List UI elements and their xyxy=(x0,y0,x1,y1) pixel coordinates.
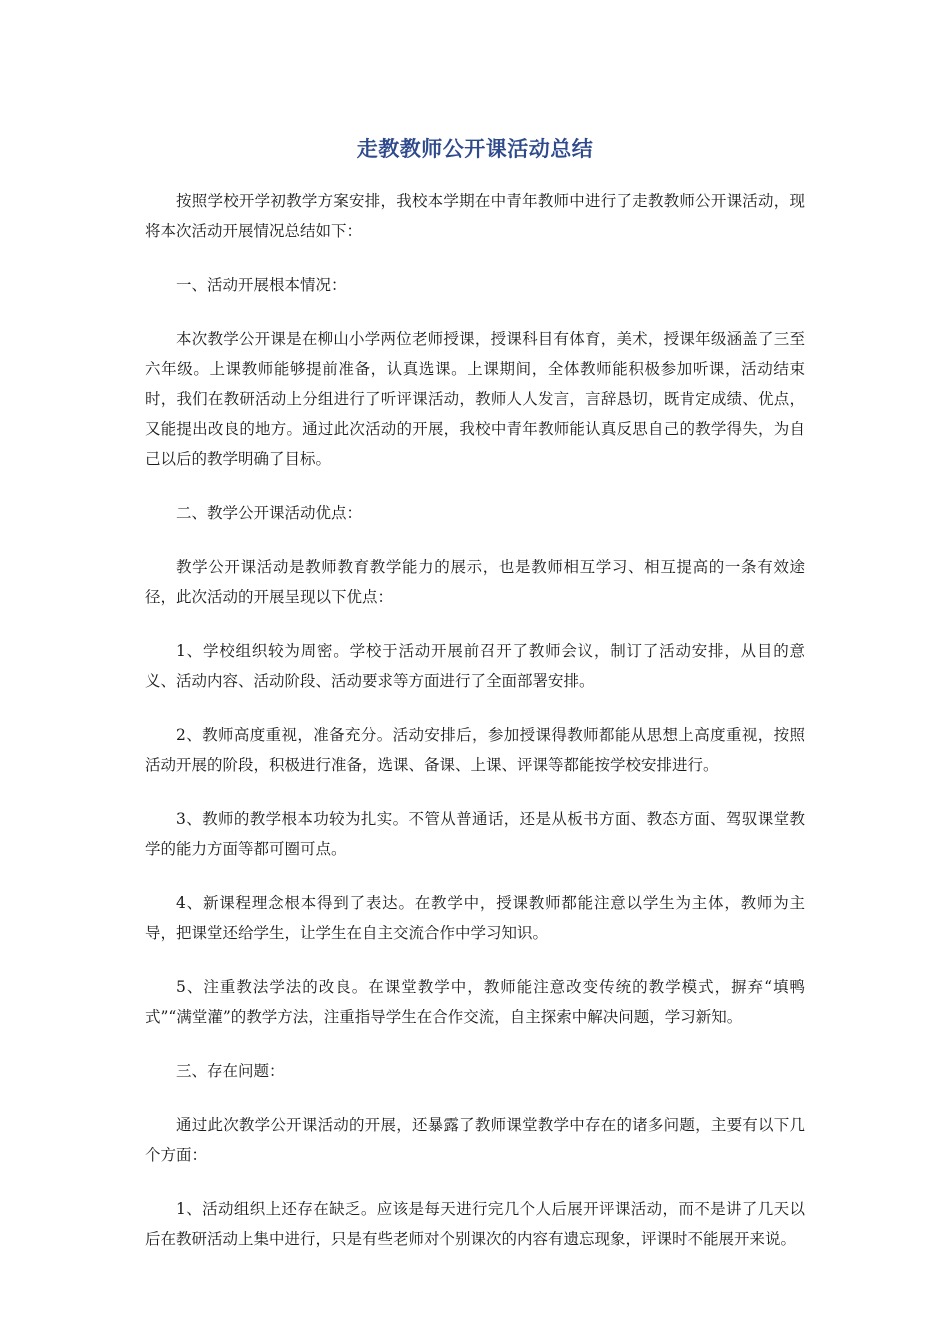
advantage-item-1: 1、学校组织较为周密。学校于活动开展前召开了教师会议，制订了活动安排，从目的意义、活动内容、活动阶段、活动要求等方面进行了全面部署安排。 xyxy=(145,642,805,690)
document-body xyxy=(145,186,805,1278)
document-title: 走教教师公开课活动总结 xyxy=(356,137,594,161)
problems-intro-paragraph: 通过此次教学公开课活动的开展，还暴露了教师课堂教学中存在的诸多问题，主要有以下几个方面： xyxy=(145,1116,805,1164)
section-heading-basic-situation: 一、活动开展根本情况： xyxy=(176,276,347,294)
basic-situation-paragraph: 本次教学公开课是在柳山小学两位老师授课，授课科目有体育，美术，授课年级涵盖了三至六年级。上课教师能够提前准备，认真选课。上课期间，全体教师能积极参加听课，活动结束时，我们在教研活动上分组进行了听评课活动，教师人人发言，言辞恳切，既肯定成绩、优点，又能提出改良的地方。通过此次活动的开展，我校中青年教师能认真反思自己的教学得失，为自己以后的教学明确了目标。 xyxy=(145,330,805,468)
advantage-item-5: 5、注重教法学法的改良。在课堂教学中，教师能注意改变传统的教学模式，摒弃“填鸭式”“满堂灌”的教学方法，注重指导学生在合作交流，自主探索中解决问题，学习新知。 xyxy=(145,978,805,1026)
intro-paragraph: 按照学校开学初教学方案安排，我校本学期在中青年教师中进行了走教教师公开课活动，现将本次活动开展情况总结如下： xyxy=(145,192,805,240)
problem-item-1: 1、活动组织上还存在缺乏。应该是每天进行完几个人后展开评课活动，而不是讲了几天以后在教研活动上集中进行，只是有些老师对个别课次的内容有遗忘现象，评课时不能展开来说。 xyxy=(145,1200,805,1248)
advantage-item-3: 3、教师的教学根本功较为扎实。不管从普通话，还是从板书方面、教态方面、驾驭课堂教学的能力方面等都可圈可点。 xyxy=(145,810,805,858)
section-heading-advantages: 二、教学公开课活动优点： xyxy=(176,504,363,522)
section-heading-problems: 三、存在问题： xyxy=(176,1062,285,1080)
advantages-intro-paragraph: 教学公开课活动是教师教育教学能力的展示，也是教师相互学习、相互提高的一条有效途径，此次活动的开展呈现以下优点： xyxy=(145,558,805,606)
advantage-item-2: 2、教师高度重视，准备充分。活动安排后，参加授课得教师都能从思想上高度重视，按照活动开展的阶段，积极进行准备，选课、备课、上课、评课等都能按学校安排进行。 xyxy=(145,726,805,774)
advantage-item-4: 4、新课程理念根本得到了表达。在教学中，授课教师都能注意以学生为主体，教师为主导，把课堂还给学生，让学生在自主交流合作中学习知识。 xyxy=(145,894,805,942)
